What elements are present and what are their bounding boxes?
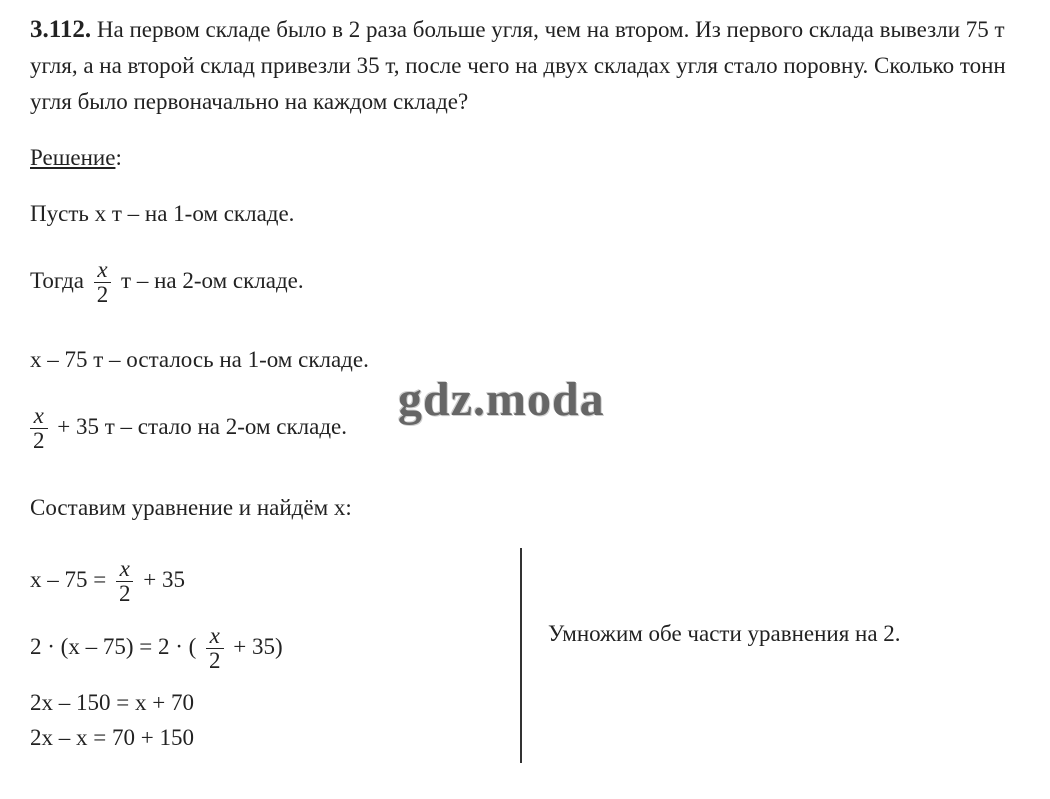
step-3: х – 75 т – осталось на 1-ом складе.	[30, 347, 369, 372]
equation-2-left: 2 · (х – 75) = 2 · (	[30, 633, 197, 659]
step-5: Составим уравнение и найдём х:	[30, 495, 352, 520]
equation-4: 2х – х = 70 + 150	[30, 725, 194, 750]
equation-1-right: + 35	[143, 566, 185, 592]
step-2	[30, 258, 304, 307]
fraction	[206, 624, 224, 673]
solution-heading-label: Решение	[30, 145, 116, 170]
fraction-denominator: 2	[94, 282, 112, 307]
solution-heading	[30, 145, 122, 171]
fraction	[94, 258, 112, 307]
column-divider	[520, 548, 522, 763]
equation-3: 2х – 150 = х + 70	[30, 690, 194, 715]
fraction-denominator: 2	[30, 428, 48, 453]
fraction-denominator: 2	[116, 581, 134, 606]
step-4	[26, 404, 347, 453]
fraction	[30, 404, 48, 453]
watermark: gdz.moda	[398, 373, 605, 426]
problem-statement	[30, 12, 1030, 120]
fraction	[116, 557, 134, 606]
step-2-prefix: Тогда	[30, 267, 85, 293]
step-1: Пусть х т – на 1-ом складе.	[30, 201, 295, 226]
fraction-numerator: x	[33, 403, 44, 428]
equation-2-right: + 35)	[233, 633, 283, 659]
problem-number: 3.112.	[30, 16, 92, 43]
equation-1-left: х – 75 =	[30, 566, 107, 592]
explanation-note: Умножим обе части уравнения на 2.	[548, 621, 901, 646]
fraction-numerator: x	[209, 623, 220, 648]
step-4-suffix: + 35 т – стало на 2-ом складе.	[57, 413, 347, 439]
heading-colon: :	[115, 145, 122, 170]
fraction-numerator: x	[119, 556, 130, 581]
fraction-denominator: 2	[206, 648, 224, 673]
problem-text: На первом складе было в 2 раза больше угля, чем на втором. Из первого склада вывезли 75 т угля, а на второй склад привезли 35 т, после чего на двух складах угля стало поровну. Сколько тонн угля было первоначально на каждом складе?	[30, 17, 1006, 114]
step-2-suffix: т – на 2-ом складе.	[121, 267, 304, 293]
fraction-numerator: x	[97, 257, 108, 282]
equation-1	[30, 557, 185, 606]
equation-2	[30, 624, 283, 673]
